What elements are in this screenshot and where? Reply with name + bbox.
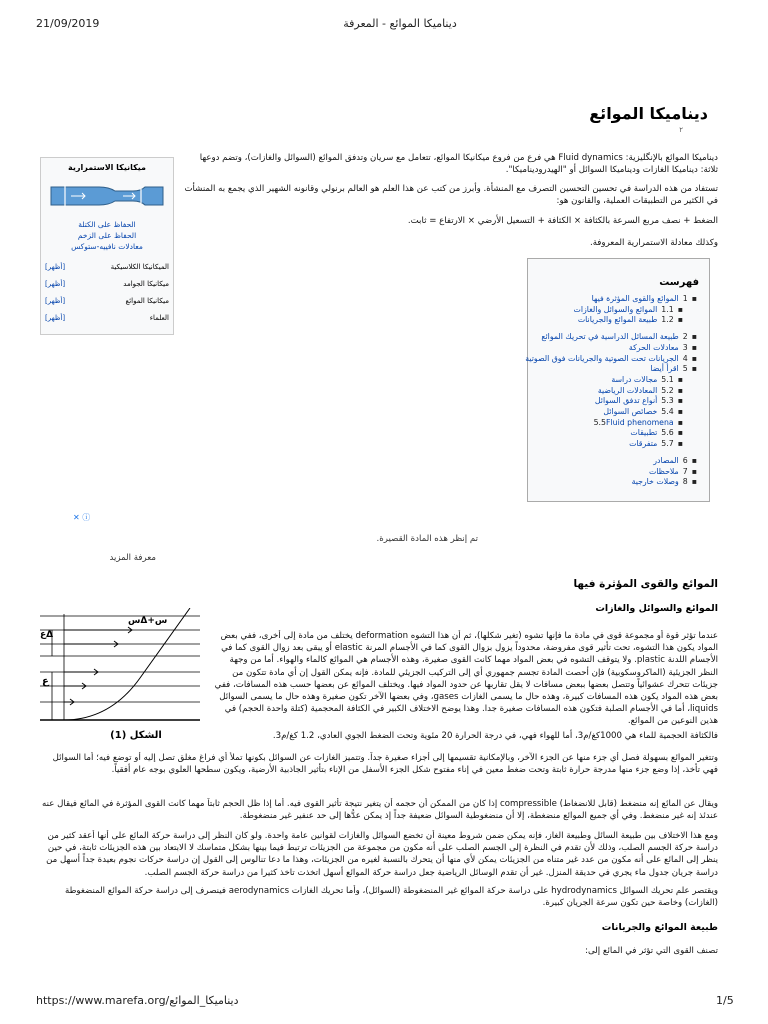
toc-item-number: 1 [682,294,688,303]
toc-item-number: 5.4 [661,407,674,417]
toc-bullet: ▪ [677,407,683,417]
body-paragraph: ويقال عن المائع إنه منضغط (قابل للانضغاط) compressible إذا كان من الممكن أن حجمه أن يتغير نتيجة تأثير القوى فيه. أما إذا ظل الحجم ثابتاً مهما كانت القوى المؤثرة في المائع فيقال عنه عندئذ إنه غير منضغط. وفي أي جميع الموائع منضغطة، إلا أن منضغوطية السوائل ضعيفة جداً إذ يمكن عدُّها إلى حد عنفير غير منضغوطة. [42,799,718,822]
toc-title: فهرست [659,277,699,288]
toc-item-label: خصائص السوائل [603,407,658,417]
toc-bullet: ▪ [677,396,683,406]
toc-bullet: ▪ [691,294,697,303]
toc-item-label: الموائع والقوى المؤثرة فيها [591,294,679,303]
toc-item-number: 5.7 [661,439,674,449]
section-heading: الموائع والقوى المؤثرة فيها [573,578,718,590]
toc-item-number: 7 [682,466,688,476]
print-date: 21/09/2019 [36,17,100,30]
intro-paragraph: وكذلك معادلة الاستمرارية المعروفة. [589,238,718,248]
infobox-row [41,258,173,275]
toc-item-number: 2 [682,332,688,342]
toc-bullet: ▪ [677,417,683,427]
infobox [40,157,174,335]
body-paragraph: ومع هذا الاختلاف بين طبيعة السائل وطبيعة الغاز، فإنه يمكن ضمن شروط معينة أن تخضع السوائل والغازات لقوانين عامة واحدة. ولو كان النظر إلى دراسة حركة المائع على أنها أعقد كثير من دراسة حركة الجسم الصلب، وذلك لأن تقدم في النظرة إلى الجسم الصلب على أنه مكون من مجموعة من الجزيئات ترتبط فيما بينها بشكل متماسك لا الابتعاد بين هذه الجزيئات ثابتة، في حين ينظر إلى المائع على أنه مكون من عدد غير متناه من الجزيئات يمكن لأي منها أن يتحرك بالنسبة لغيره من الجزيئات، وهذا ما دعا تنالوس إلى القول إن دراسة حركات نجوم بعيدة جداً أسهل من دراسة جريان جدول ماء يجري في حديقة المنزل. غير أن تقدم الوسائل الرياضية جعل دراسة حركة الموائع أسهل اتخذت تاخذ كثيرا من دراسة حركة الجسم الصلب. [46,831,718,878]
toc-item-number: 1.2 [661,315,674,325]
toc-item-number: 5.3 [661,396,674,406]
infobox-row-label: ميكانيكا الموائع [125,296,169,305]
infobox-law[interactable]: الحفاظ على الزخم [77,231,137,240]
toc-item-number: 1.1 [661,304,674,314]
toc-item-label: الجريانات تحت الصوتية والجريانات فوق الصوتية [525,353,679,363]
print-url: https://www.marefa.org/ديناميكا_الموائع [36,994,239,1007]
toc-item[interactable] [528,294,697,305]
body-paragraph: فالكثافة الحجمية للماء هي 1000كغ/م3، أما للهواء فهي، في درجة الحرارة 20 مئوية وتحت الضغط الجوي العادي، 1.2 كغ/م3. [272,731,718,741]
infobox-laws [41,219,173,252]
toc-item[interactable] [528,315,697,326]
toc-item[interactable] [528,477,697,488]
toc-bullet: ▪ [677,304,683,314]
toc-item-label: تطبيقات [630,428,658,438]
toc-item[interactable] [528,375,697,386]
toc-item-label: متفرقات [629,439,658,449]
toc-item-label: مجالات دراسة [611,374,658,384]
toc-item[interactable] [528,396,697,407]
toc-item[interactable] [528,386,697,397]
body-paragraph: ويقتصر علم تحريك السوائل hydrodynamics على دراسة حركة الموائع غير المنضغوطة (السوائل)، وأما تحريك الغازات aerodynamics فينصرف إلى دراسة حركة الموائع المنضغوطة (الغازات) وخاصة حين تكون سرعة الجريان كبيرة. [64,886,718,909]
toc-item-number: 5.5 [593,417,606,427]
toc-item-label: معادلات الحركة [628,342,679,352]
infobox-show-link[interactable]: [أظهر] [45,296,66,305]
toc-item-number: 5.2 [661,385,674,395]
intro-paragraph: ديناميكا الموائع بالإنگليزية: Fluid dynamics هي فرع من فروع ميكانيكا الموائع، تتعامل مع سريان وتدفق الموائع (السوائل والغازات)، وتضم دوعها ثلاثة: ديناميكا الغازات وديناميكا السوائل أو "الهيدروديناميكا". [199,153,718,176]
toc-item-number: 5.1 [661,374,674,384]
infobox-show-link[interactable]: [أظهر] [45,262,66,271]
title-mark: ٢ [679,126,683,134]
page-number: 1/5 [716,994,734,1007]
infobox-law[interactable]: الحفاظ على الكتلة [78,220,136,229]
figure-caption: الشكل (1) [110,730,162,741]
infobox-law[interactable]: معادلات نافييه-ستوكس [71,242,143,251]
print-title: ديناميكا الموائع - المعرفة [343,17,457,30]
figure [40,608,200,743]
toc-item[interactable] [525,353,697,365]
body-paragraph: وتتغير الموائع بسهولة فصل أي جزء منها عن الجزء الآخر، وبالإمكانية تقسيمها إلى أجزاء صغيرة جداً. وتتميز الغازات عن السوائل بكونها تملأ أي فراغ مغلق تصل إليه أو توضع فيه؛ أما السوائل فهي تأخذ، إذا وضع جزء منها مدرجة حرارة ثابتة وتحت ضغط معين في إناء مفتوح شكل الجزء الأسفل من الإناء بتأثير الجاذبية الأرضية، ويكون سطحها العلوي بوجه عام أفقياً. [52,753,718,776]
toc-bullet: ▪ [691,477,697,487]
page-title: ديناميكا الموائع [589,104,708,123]
infobox-row-label: العلماء [149,313,169,322]
toc-item-label: الموائع والسوائل والغازات [573,304,658,314]
toc-bullet: ▪ [691,332,697,342]
toc-item-label: ملاحظات [648,466,679,476]
ad-notice: تم إنظر هذه المادة القصيرة. [376,534,478,544]
toc-item-number: 4 [682,353,688,363]
toc-bullet: ▪ [677,374,683,384]
toc-item-label: وصلات خارجية [631,477,679,487]
ad-choices-icon[interactable]: ✕ ⓘ [73,513,91,522]
toc-item[interactable] [528,407,697,418]
figure-label-bottom: ع [42,676,49,687]
body-paragraph: عندما تؤثر قوة أو مجموعة قوى في مادة ما فإنها تشوه (تغير شكلها)، ثم أن هذا التشوه deformation يختلف من مادة إلى أخرى، ففي بعض المواد يكون هذا التشوه، تحت تأثير قوى مفروضة، محدوداً يزول بزوال القوى كما في الأجسام المرنة elastic أو يبقى بعد زوال القوى كما في الأجسام اللدنة plastic. ولا يتوقف التشوه في بعض المواد مهما كانت القوى صغيرة، وهذه الأجسام هي الموائع كالماء والهواء. أما من وجهة النظر الجزيئية (الماكروسكوبية) فإن أحصت المادة تجسم جمهوري أي إلى التركيب الجزيئي للمادة. فإنه يمكن القول إن أي مادة تتكون من جزيئات تتحرك عشوائياً وتتصل بعضها ببعض مسافات لا يقل تقاربها عن حدود المواد فيها. ويختلف الموائع عن بعضها حسب هذه المسافات، ففي بعض هذه المواد يكون هذه المسافات كبيرة، وهذه حال ما يسمى الغازات gases، وفي بعضها الآخر تكون صغيرة وهذه حال ما يسمى السوائل liquids، أما في الأجسام الصلبة فتكون هذه المسافات صغيرة جدا. وهذا يوضح الاختلاف الكبير في الكثافة المحجمية (كتلة واحدة الحجم) في هذين النوعين من الموائع. [214,631,718,727]
infobox-row [41,309,173,326]
toc-bullet: ▪ [691,342,697,352]
toc-item-label: اقرأ أيضا [650,364,679,374]
toc-item[interactable] [528,456,697,467]
toc-item[interactable] [528,364,697,375]
subsection-heading: الموائع والسوائل والغازات [595,603,718,614]
infobox-row [41,292,173,309]
toc-item[interactable] [528,439,697,450]
toc-item[interactable] [528,332,697,343]
toc-item[interactable] [528,418,697,429]
intro-paragraph: تستفاد من هذه الدراسة في تحسين التحسين التصرف مع المنشأة. وأبرز من كتب عن هذا العلم هو العالم برنولي وقانونه الشهير الذي يجمع به المنشأت في الكثير من التطبيقات العملية، والقانون هو: [184,184,718,207]
infobox-title: ميكانيكا الاستمرارية [68,163,146,172]
learn-more-link[interactable]: معرفة المزيد [109,553,156,563]
figure-label-mid: Δع [40,630,54,640]
toc-bullet: ▪ [691,353,697,363]
toc-item-label: طبيعة الموائع والجريانات [577,315,658,325]
section-heading: طبيعة الموائع والجريانات [601,922,718,933]
toc-bullet: ▪ [677,385,683,395]
pipe-diagram [45,175,169,215]
toc-item-number: 8 [682,477,688,487]
toc-bullet: ▪ [691,466,697,476]
infobox-row-label: الميكانيكا الكلاسيكية [110,262,169,271]
table-of-contents [527,258,710,502]
infobox-show-link[interactable]: [أظهر] [45,313,66,322]
toc-item-label: المعادلات الرياضية [597,385,658,395]
toc-item-label: المصادر [653,455,679,465]
toc-item[interactable] [528,305,697,316]
toc-item-number: 6 [682,455,688,465]
toc-bullet: ▪ [677,439,683,449]
intro-formula: الضغط + نصف مربع السرعة بالكثافة × الكثافة + التسعيل الأرضي × الارتفاع = ثابت. [407,216,718,226]
toc-bullet: ▪ [677,315,683,325]
toc-list [525,294,709,488]
toc-item-number: 5.6 [661,428,674,438]
toc-bullet: ▪ [691,455,697,465]
toc-item[interactable] [528,467,697,478]
infobox-show-link[interactable]: [أظهر] [45,279,66,288]
toc-item-label: Fluid phenomena [606,417,674,427]
figure-label-top: س+Δس [128,616,168,626]
toc-item-label: طبيعة المسائل الدراسية في تحريك الموائع [541,332,679,342]
toc-item[interactable] [528,343,697,354]
toc-item-label: أنواع تدفق السوائل [594,396,658,406]
toc-bullet: ▪ [691,364,697,374]
toc-item-number: 3 [682,342,688,352]
velocity-profile-diagram [40,608,200,728]
infobox-row-label: ميكانيكا الجوامد [123,279,169,288]
toc-item[interactable] [528,428,697,439]
infobox-row [41,275,173,292]
toc-bullet: ▪ [677,428,683,438]
body-paragraph: تصنف القوى التي تؤثر في المائع إلى: [585,946,718,956]
toc-item-number: 5 [682,364,688,374]
